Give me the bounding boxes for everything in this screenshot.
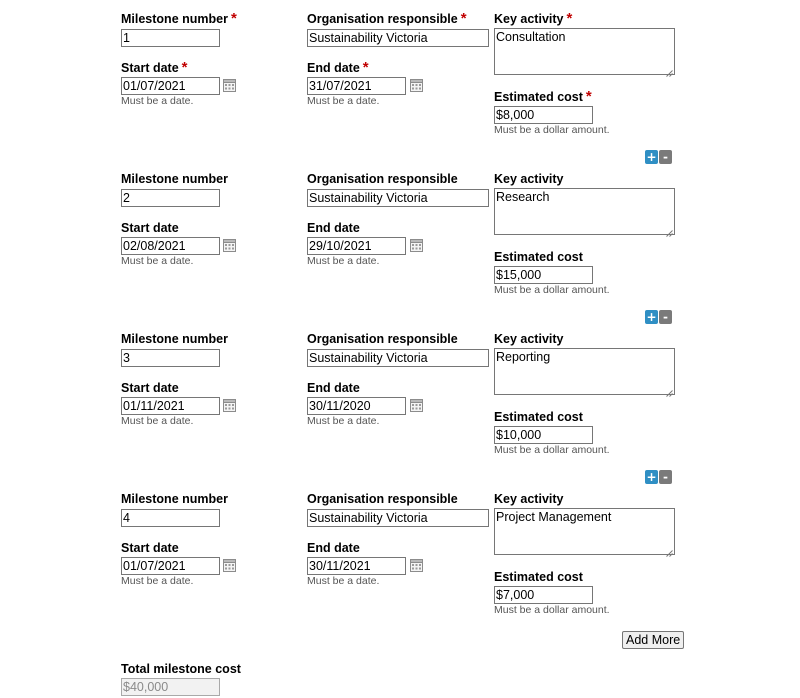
estimated-cost-input[interactable]: $15,000 <box>494 266 593 284</box>
end-date-input[interactable]: 29/10/2021 <box>307 237 406 255</box>
add-milestone-plus-icon[interactable]: + <box>646 310 657 324</box>
start-date-label: Start date <box>121 221 179 235</box>
required-marker: * <box>566 10 573 27</box>
calendar-icon[interactable] <box>410 559 423 572</box>
remove-milestone-minus-icon[interactable]: - <box>659 470 672 484</box>
cost-help: Must be a dollar amount. <box>494 124 610 136</box>
end-date-label: End date <box>307 221 360 235</box>
start-date-input[interactable]: 01/07/2021 <box>121 557 220 575</box>
estimated-cost-label: Estimated cost * <box>494 88 592 105</box>
start-date-label: Start date * <box>121 59 188 76</box>
milestone-number-input[interactable]: 4 <box>121 509 220 527</box>
milestone-number-label: Milestone number <box>121 492 228 506</box>
estimated-cost-label: Estimated cost <box>494 570 583 584</box>
required-marker: * <box>362 59 369 76</box>
end-date-input[interactable]: 30/11/2021 <box>307 557 406 575</box>
start-date-label: Start date <box>121 381 179 395</box>
estimated-cost-label: Estimated cost <box>494 410 583 424</box>
organisation-label: Organisation responsible <box>307 332 458 346</box>
end-date-label: End date <box>307 541 360 555</box>
calendar-icon[interactable] <box>223 559 236 572</box>
remove-milestone-minus-icon[interactable]: - <box>659 150 672 164</box>
organisation-input[interactable]: Sustainability Victoria <box>307 189 489 207</box>
required-marker: * <box>460 10 467 27</box>
organisation-input[interactable]: Sustainability Victoria <box>307 29 489 47</box>
required-marker: * <box>181 59 188 76</box>
resize-grip-icon[interactable] <box>666 226 673 233</box>
key-activity-textarea[interactable]: Consultation <box>494 28 675 75</box>
start-date-input[interactable]: 02/08/2021 <box>121 237 220 255</box>
organisation-label: Organisation responsible <box>307 492 458 506</box>
add-more-button[interactable]: Add More <box>622 631 684 649</box>
required-marker: * <box>230 10 237 27</box>
estimated-cost-input[interactable]: $7,000 <box>494 586 593 604</box>
total-milestone-cost-label: Total milestone cost <box>121 662 241 676</box>
required-marker: * <box>585 88 592 105</box>
milestone-number-label: Milestone number <box>121 332 228 346</box>
end-date-help: Must be a date. <box>307 575 380 587</box>
key-activity-textarea[interactable]: Project Management <box>494 508 675 555</box>
start-date-label: Start date <box>121 541 179 555</box>
estimated-cost-input[interactable]: $8,000 <box>494 106 593 124</box>
resize-grip-icon[interactable] <box>666 66 673 73</box>
milestone-number-input[interactable]: 2 <box>121 189 220 207</box>
key-activity-label: Key activity <box>494 172 564 186</box>
start-date-help: Must be a date. <box>121 575 194 587</box>
cost-help: Must be a dollar amount. <box>494 284 610 296</box>
milestone-number-input[interactable]: 1 <box>121 29 220 47</box>
organisation-label: Organisation responsible * <box>307 10 467 27</box>
calendar-icon[interactable] <box>223 79 236 92</box>
end-date-help: Must be a date. <box>307 255 380 267</box>
key-activity-label: Key activity <box>494 332 564 346</box>
start-date-input[interactable]: 01/07/2021 <box>121 77 220 95</box>
end-date-input[interactable]: 31/07/2021 <box>307 77 406 95</box>
organisation-input[interactable]: Sustainability Victoria <box>307 349 489 367</box>
end-date-input[interactable]: 30/11/2020 <box>307 397 406 415</box>
organisation-input[interactable]: Sustainability Victoria <box>307 509 489 527</box>
cost-help: Must be a dollar amount. <box>494 604 610 616</box>
milestone-number-input[interactable]: 3 <box>121 349 220 367</box>
start-date-help: Must be a date. <box>121 95 194 107</box>
cost-help: Must be a dollar amount. <box>494 444 610 456</box>
start-date-help: Must be a date. <box>121 415 194 427</box>
calendar-icon[interactable] <box>223 239 236 252</box>
milestone-number-label: Milestone number <box>121 172 228 186</box>
total-milestone-cost-input: $40,000 <box>121 678 220 696</box>
key-activity-label: Key activity <box>494 492 564 506</box>
end-date-label: End date * <box>307 59 369 76</box>
key-activity-textarea[interactable]: Reporting <box>494 348 675 395</box>
estimated-cost-input[interactable]: $10,000 <box>494 426 593 444</box>
remove-milestone-minus-icon[interactable]: - <box>659 310 672 324</box>
resize-grip-icon[interactable] <box>666 386 673 393</box>
end-date-help: Must be a date. <box>307 415 380 427</box>
estimated-cost-label: Estimated cost <box>494 250 583 264</box>
add-milestone-plus-icon[interactable]: + <box>646 470 657 484</box>
calendar-icon[interactable] <box>410 79 423 92</box>
start-date-input[interactable]: 01/11/2021 <box>121 397 220 415</box>
milestone-number-label: Milestone number * <box>121 10 237 27</box>
add-milestone-plus-icon[interactable]: + <box>646 150 657 164</box>
end-date-label: End date <box>307 381 360 395</box>
key-activity-textarea[interactable]: Research <box>494 188 675 235</box>
calendar-icon[interactable] <box>223 399 236 412</box>
start-date-help: Must be a date. <box>121 255 194 267</box>
organisation-label: Organisation responsible <box>307 172 458 186</box>
key-activity-label: Key activity * <box>494 10 573 27</box>
calendar-icon[interactable] <box>410 399 423 412</box>
end-date-help: Must be a date. <box>307 95 380 107</box>
calendar-icon[interactable] <box>410 239 423 252</box>
resize-grip-icon[interactable] <box>666 546 673 553</box>
